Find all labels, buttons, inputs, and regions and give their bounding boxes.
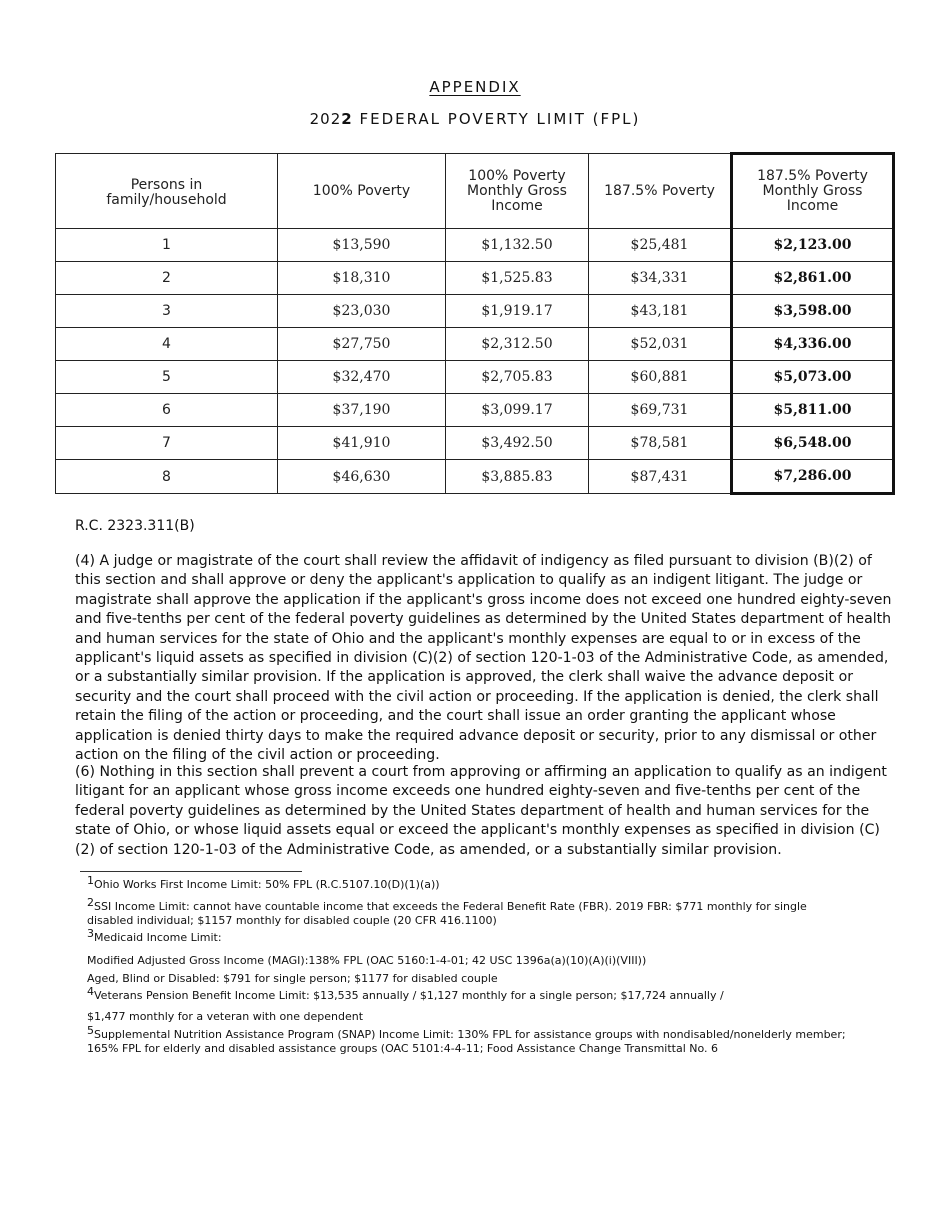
cell-monthly-187: $6,548.00: [732, 427, 894, 460]
cell-poverty-100: $32,470: [278, 361, 446, 394]
footnote-2-mark: 2: [87, 896, 94, 909]
footnote-4-text: Veterans Pension Benefit Income Limit: $13,535 annually / $1,127 monthly for a single person; $17,724 annually /: [94, 989, 724, 1002]
header-monthly-187-line2: Monthly Gross: [762, 183, 863, 199]
cell-poverty-187: $34,331: [589, 262, 732, 295]
footnote-2-text: SSI Income Limit: cannot have countable income that exceeds the Federal Benefit Rate (FBR). 2019 FBR: $771 monthly for single disabled individual; $1157 monthly for disabled couple (20 CFR 416.1100): [87, 900, 807, 927]
table-row: [56, 460, 894, 494]
footnote-4-continued: $1,477 monthly for a veteran with one dependent: [87, 1010, 364, 1023]
cell-poverty-187: $43,181: [589, 295, 732, 328]
cell-poverty-100: $23,030: [278, 295, 446, 328]
appendix-heading: APPENDIX: [429, 78, 521, 96]
cell-persons: 8: [56, 460, 278, 494]
footnote-5: [87, 1024, 847, 1056]
cell-monthly-187: $4,336.00: [732, 328, 894, 361]
fpl-title-text: FEDERAL POVERTY LIMIT (FPL): [352, 110, 641, 128]
cell-poverty-100: $46,630: [278, 460, 446, 494]
cell-persons: 3: [56, 295, 278, 328]
footnote-1-mark: 1: [87, 874, 94, 887]
cell-monthly-100: $1,919.17: [446, 295, 589, 328]
cell-monthly-187: $7,286.00: [732, 460, 894, 494]
cell-persons: 1: [56, 229, 278, 262]
table-row: [56, 262, 894, 295]
cell-monthly-187: $5,073.00: [732, 361, 894, 394]
cell-monthly-100: $3,492.50: [446, 427, 589, 460]
footnote-1-text: Ohio Works First Income Limit: 50% FPL (R.C.5107.10(D)(1)(a)): [94, 878, 440, 891]
cell-poverty-100: $13,590: [278, 229, 446, 262]
cell-poverty-100: $37,190: [278, 394, 446, 427]
cell-poverty-100: $27,750: [278, 328, 446, 361]
cell-monthly-100: $3,099.17: [446, 394, 589, 427]
table-header-row: [56, 154, 894, 229]
header-monthly-100-line2: Monthly Gross: [467, 182, 567, 199]
header-persons-line2: family/household: [106, 191, 227, 208]
table-row: [56, 361, 894, 394]
footnote-4-mark: 4: [87, 985, 94, 998]
header-poverty-100: 100% Poverty: [278, 154, 446, 229]
footnote-3: [87, 927, 847, 945]
cell-poverty-187: $60,881: [589, 361, 732, 394]
table-row: [56, 229, 894, 262]
cell-poverty-187: $25,481: [589, 229, 732, 262]
fpl-title-year-suffix: 2: [341, 110, 353, 128]
cell-persons: 4: [56, 328, 278, 361]
footnote-3-mark: 3: [87, 927, 94, 940]
fpl-title: [0, 110, 950, 128]
header-poverty-187: 187.5% Poverty: [589, 154, 732, 229]
cell-persons: 7: [56, 427, 278, 460]
paragraph-4: (4) A judge or magistrate of the court shall review the affidavit of indigency as filed pursuant to division (B)(2) of this section and shall approve or deny the applicant's application to qualify as an indigent litigant. The judge or magistrate shall approve the application if the applicant's gross income does not exceed one hundred eighty-seven and five-tenths per cent of the federal poverty guidelines as determined by the United States department of health and human services for the state of Ohio and the applicant's monthly expenses are equal to or in excess of the applicant's liquid assets as specified in division (C)(2) of section 120-1-03 of the Administrative Code, as amended, or a substantially similar provision. If the application is approved, the clerk shall waive the advance deposit or security and the court shall proceed with the civil action or proceeding. If the application is denied, the clerk shall retain the filing of the action or proceeding, and the court shall issue an order granting the applicant whose application is denied thirty days to make the required advance deposit or security, prior to any dismissal or other action on the filing of the civil action or proceeding.: [75, 553, 892, 764]
cell-poverty-187: $69,731: [589, 394, 732, 427]
cell-monthly-187: $2,123.00: [732, 229, 894, 262]
header-monthly-100: [446, 154, 589, 229]
footnote-4: [87, 985, 847, 1003]
footnote-1: [87, 874, 847, 892]
header-monthly-187: [732, 154, 894, 229]
table-row: [56, 394, 894, 427]
table-row: [56, 427, 894, 460]
footnote-2: [87, 896, 847, 928]
cell-monthly-100: $2,705.83: [446, 361, 589, 394]
statute-reference: R.C. 2323.311(B): [75, 518, 195, 534]
cell-monthly-100: $3,885.83: [446, 460, 589, 494]
footnote-3-abd: Aged, Blind or Disabled: $791 for single person; $1177 for disabled couple: [87, 972, 498, 985]
table-row: [56, 295, 894, 328]
cell-poverty-187: $78,581: [589, 427, 732, 460]
cell-monthly-187: $3,598.00: [732, 295, 894, 328]
fpl-title-year: [310, 110, 353, 128]
cell-persons: 6: [56, 394, 278, 427]
paragraph-6: (6) Nothing in this section shall prevent a court from approving or affirming an application to qualify as an indigent litigant for an applicant whose gross income exceeds one hundred eighty-seven and five-tenths per cent of the federal poverty guidelines as determined by the United States department of health and human services for the state of Ohio, or whose liquid assets equal or exceed the applicant's monthly expenses as specified in division (C)(2) of section 120-1-03 of the Administrative Code, as amended, or a substantially similar provision.: [75, 764, 887, 858]
cell-poverty-187: $52,031: [589, 328, 732, 361]
cell-poverty-187: $87,431: [589, 460, 732, 494]
fpl-table: [55, 152, 895, 495]
cell-monthly-100: $1,132.50: [446, 229, 589, 262]
header-monthly-100-line1: 100% Poverty: [468, 167, 566, 184]
cell-persons: 5: [56, 361, 278, 394]
cell-monthly-100: $2,312.50: [446, 328, 589, 361]
cell-poverty-100: $41,910: [278, 427, 446, 460]
footnote-divider: [80, 871, 302, 872]
fpl-title-year-prefix: 202: [309, 110, 342, 128]
footnote-5-text: Supplemental Nutrition Assistance Program (SNAP) Income Limit: 130% FPL for assistance groups with nondisabled/nonelderly member; 165% FPL for elderly and disabled assistance groups (OAC 5101:4-4-11; Food Assistance Change Transmittal No. 6: [87, 1028, 846, 1055]
cell-poverty-100: $18,310: [278, 262, 446, 295]
header-monthly-187-line3: Income: [786, 198, 839, 214]
cell-monthly-187: $5,811.00: [732, 394, 894, 427]
table-row: [56, 328, 894, 361]
cell-monthly-187: $2,861.00: [732, 262, 894, 295]
footnote-5-mark: 5: [87, 1024, 94, 1037]
header-monthly-187-line1: 187.5% Poverty: [757, 168, 868, 184]
cell-persons: 2: [56, 262, 278, 295]
header-monthly-100-line3: Income: [491, 197, 543, 214]
footnote-3-text: Medicaid Income Limit:: [94, 931, 222, 944]
header-persons-line1: Persons in: [130, 176, 203, 193]
footnote-3-magi: Modified Adjusted Gross Income (MAGI):138% FPL (OAC 5160:1-4-01; 42 USC 1396a(a)(10)(A)(i)(VIII)): [87, 954, 647, 967]
header-persons: [56, 154, 278, 229]
cell-monthly-100: $1,525.83: [446, 262, 589, 295]
